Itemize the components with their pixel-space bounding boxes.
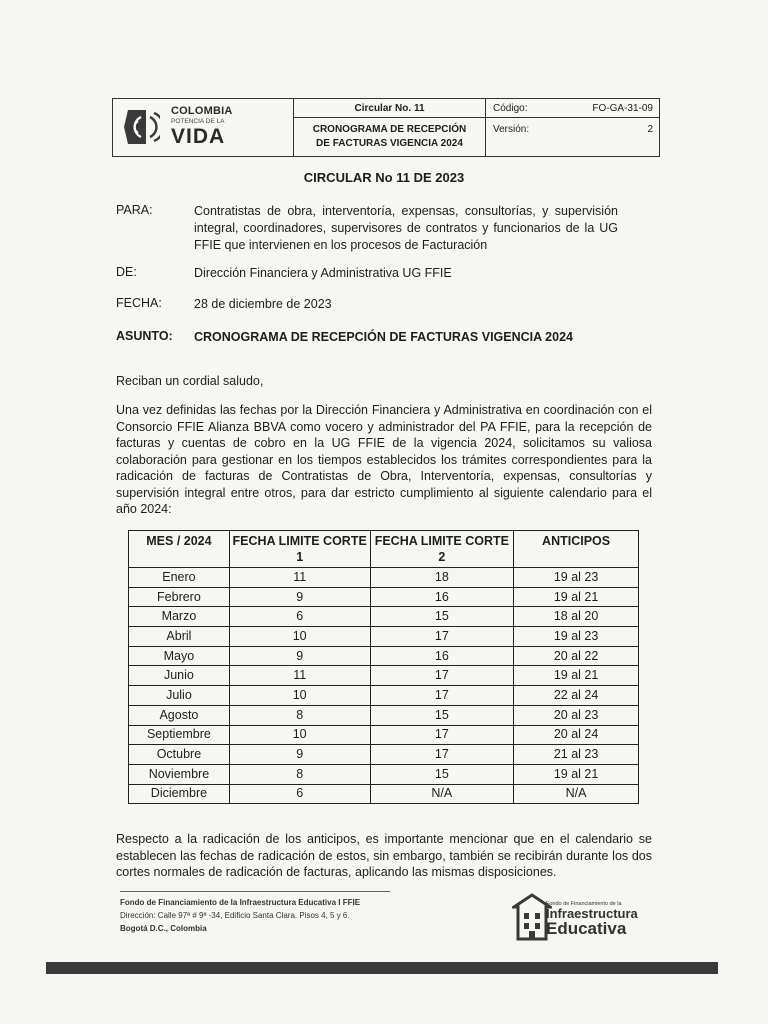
footer-logo-text-fondo: Fondo de Financiamiento de la: [546, 901, 622, 907]
greeting: Reciban un cordial saludo,: [116, 374, 264, 388]
corte2-cell: 17: [370, 627, 514, 647]
table-row: [129, 607, 639, 627]
month-cell: Abril: [129, 627, 230, 647]
anticipos-cell: 20 al 23: [514, 705, 639, 725]
footer-bar: [46, 962, 718, 974]
doc-title-line1: CRONOGRAMA DE RECEPCIÓN: [312, 124, 467, 135]
header-anticipos: ANTICIPOS: [514, 531, 639, 568]
circular-title: CIRCULAR No 11 DE 2023: [303, 170, 465, 185]
footer-address: Dirección: Calle 97ª # 9ª -34, Edificio Santa Clara. Pisos 4, 5 y 6.: [120, 911, 350, 920]
anticipos-cell: 20 al 22: [514, 646, 639, 666]
table-row: [129, 725, 639, 745]
footer-divider: [120, 891, 390, 892]
logo-text-colombia: COLOMBIA: [171, 105, 233, 117]
code-label: Código:: [493, 103, 528, 114]
month-cell: Julio: [129, 686, 230, 706]
code-value: FO-GA-31-09: [592, 103, 653, 114]
anticipos-cell: 19 al 23: [514, 627, 639, 647]
month-cell: Enero: [129, 568, 230, 588]
corte2-cell: 15: [370, 607, 514, 627]
table-row: [129, 646, 639, 666]
corte2-cell: N/A: [370, 784, 514, 804]
corte2-cell: 18: [370, 568, 514, 588]
fecha-label: FECHA:: [116, 296, 162, 310]
intro-paragraph: Una vez definidas las fechas por la Dirección Financiera y Administrativa en coordinación con el Consorcio FFIE Alianza BBVA como vocero y administrador del PA FFIE, para la recepción de facturas y cuentas de cobro en la UG FFIE de la vigencia 2024, solicitamos su valiosa colaboración para gestionar en los tiempos establecidos los trámites correspondientes para la radicación de facturas de Contratistas de Obra, Interventoría, expensas, consultorías y supervisión integral entre otros, para dar estricto cumplimiento al siguiente calendario para el año 2024:: [116, 403, 652, 516]
anticipos-cell: 20 al 24: [514, 725, 639, 745]
corte1-cell: 9: [229, 745, 370, 765]
colombia-logo-icon: [124, 108, 160, 146]
corte1-cell: 10: [229, 627, 370, 647]
logo-text-vida: VIDA: [171, 125, 226, 148]
asunto-value: CRONOGRAMA DE RECEPCIÓN DE FACTURAS VIGENCIA 2024: [194, 330, 573, 344]
month-cell: Diciembre: [129, 784, 230, 804]
corte2-cell: 17: [370, 666, 514, 686]
para-value: Contratistas de obra, interventoría, expensas, consultorías, y supervisión integral, coordinadores, supervisores de contratos y funcionarios de la UG FFIE que intervienen en los procesos de Facturación: [194, 204, 618, 252]
corte2-cell: 17: [370, 745, 514, 765]
corte1-cell: 6: [229, 784, 370, 804]
asunto-label: ASUNTO:: [116, 329, 173, 343]
logo-text-potencia: POTENCIA DE LA: [171, 118, 225, 125]
anticipos-cell: 21 al 23: [514, 745, 639, 765]
table-row: [129, 587, 639, 607]
header-mes: MES / 2024: [129, 531, 230, 568]
version-value: 2: [647, 124, 653, 135]
month-cell: Octubre: [129, 745, 230, 765]
corte1-cell: 10: [229, 686, 370, 706]
version-label: Versión:: [493, 124, 530, 135]
closing-paragraph: Respecto a la radicación de los anticipos, es importante mencionar que en el calendario se establecen las fechas de radicación de estos, sin embargo, también se recibirán durante los dos cortes normales de radicación de facturas, aplicando las mismas disposiciones.: [116, 832, 652, 879]
circular-number: Circular No. 11: [354, 103, 425, 114]
corte2-cell: 17: [370, 686, 514, 706]
corte1-cell: 9: [229, 646, 370, 666]
corte1-cell: 10: [229, 725, 370, 745]
footer-org-name: Fondo de Financiamiento de la Infraestructura Educativa I FFIE: [120, 898, 361, 907]
table-row: [129, 764, 639, 784]
de-value: Dirección Financiera y Administrativa UG FFIE: [194, 266, 452, 280]
table-row: [129, 784, 639, 804]
anticipos-cell: 22 al 24: [514, 686, 639, 706]
corte1-cell: 8: [229, 705, 370, 725]
month-cell: Febrero: [129, 587, 230, 607]
table-row: [129, 568, 639, 588]
de-label: DE:: [116, 265, 137, 279]
table-row: [129, 745, 639, 765]
month-cell: Septiembre: [129, 725, 230, 745]
anticipos-cell: 19 al 21: [514, 666, 639, 686]
table-row: [129, 666, 639, 686]
document-header: [112, 98, 660, 157]
corte1-cell: 11: [229, 568, 370, 588]
footer-logo-text-educativa: Educativa: [546, 919, 627, 938]
anticipos-cell: 19 al 23: [514, 568, 639, 588]
table-row: [129, 627, 639, 647]
schedule-table: [128, 530, 639, 804]
anticipos-cell: N/A: [514, 784, 639, 804]
footer-city: Bogotá D.C., Colombia: [120, 924, 207, 933]
month-cell: Junio: [129, 666, 230, 686]
footer-logo-text-infraestructura: Infraestructura: [546, 906, 638, 921]
corte1-cell: 6: [229, 607, 370, 627]
anticipos-cell: 19 al 21: [514, 587, 639, 607]
table-row: [129, 686, 639, 706]
header-corte-2: FECHA LIMITE CORTE 2: [370, 531, 514, 568]
month-cell: Noviembre: [129, 764, 230, 784]
corte1-cell: 8: [229, 764, 370, 784]
month-cell: Agosto: [129, 705, 230, 725]
anticipos-cell: 19 al 21: [514, 764, 639, 784]
doc-title-line2: DE FACTURAS VIGENCIA 2024: [316, 138, 463, 149]
corte2-cell: 17: [370, 725, 514, 745]
month-cell: Marzo: [129, 607, 230, 627]
corte2-cell: 16: [370, 587, 514, 607]
header-corte-1: FECHA LIMITE CORTE 1: [229, 531, 370, 568]
corte2-cell: 16: [370, 646, 514, 666]
para-label: PARA:: [116, 203, 153, 217]
corte2-cell: 15: [370, 705, 514, 725]
fecha-value: 28 de diciembre de 2023: [194, 297, 332, 311]
corte1-cell: 9: [229, 587, 370, 607]
table-header-row: [129, 531, 639, 568]
table-row: [129, 705, 639, 725]
corte2-cell: 15: [370, 764, 514, 784]
anticipos-cell: 18 al 20: [514, 607, 639, 627]
month-cell: Mayo: [129, 646, 230, 666]
corte1-cell: 11: [229, 666, 370, 686]
